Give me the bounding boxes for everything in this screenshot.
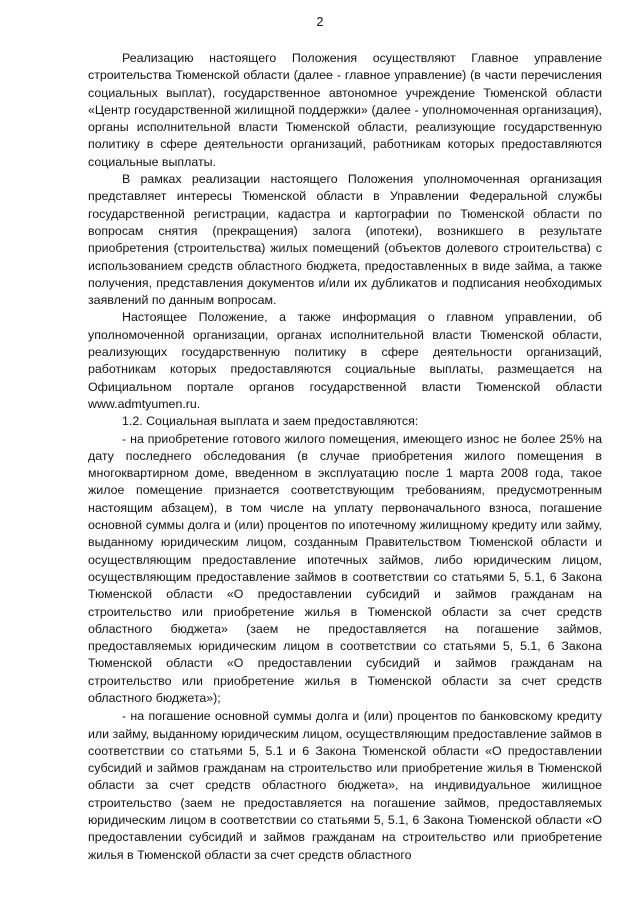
document-body bbox=[88, 50, 602, 864]
list-item-repayment: - на погашение основной суммы долга и (или) процентов по банковскому кредиту или займу, выданному юридическим лицом, осуществляющим предоставление займов в соответствии со статьями 5, 5.1 и 6 Закона Тюменской области «О предоставлении субсидий и займов гражданам на строительство или приобретение жилья в Тюменской области за счет средств областного бюджета», на индивидуальное жилищное строительство (заем не предоставляется на погашение займов, предоставляемых юридическим лицом в соответствии со статьями 5, 5.1, 6 Закона Тюменской области «О предоставлении субсидий и займов гражданам на строительство или приобретение жилья в Тюменской области за счет средств областного bbox=[88, 709, 602, 862]
paragraph-section-1-2: 1.2. Социальная выплата и заем предоставляются: bbox=[122, 414, 419, 429]
list-item-purchase: - на приобретение готового жилого помещения, имеющего износ не более 25% на дату последнего обследования (в случае приобретения жилого помещения в многоквартирном доме, введенном в эксплуатацию после 1 марта 2008 года, такое жилое помещение признается соответствующим требованиям, предусмотренным настоящим абзацем), в том числе на уплату первоначального взноса, погашение основной суммы долга и (или) процентов по ипотечному жилищному кредиту или займу, выданному юридическим лицом, созданным Правительством Тюменской области и осуществляющим предоставление ипотечных займов, либо юридическим лицом, осуществляющим предоставление займов в соответствии со статьями 5, 5.1, 6 Закона Тюменской области «О предоставлении субсидий и займов гражданам на строительство или приобретение жилья в Тюменской области за счет средств областного бюджета» (заем не предоставляется на погашение займов, предоставляемых юридическим лицом в соответствии со статьями 5, 5.1, 6 Закона Тюменской области «О предоставлении субсидий и займов гражданам на строительство или приобретение жилья в Тюменской области за счет средств областного бюджета»); bbox=[88, 431, 602, 705]
page-number: 2 bbox=[316, 15, 324, 29]
paragraph-publication: Настоящее Положение, а также информация о главном управлении, об уполномоченной организации, органах исполнительной власти Тюменской области, реализующих государственную политику в сфере деятельности организаций, работникам которых предоставляются социальные выплаты, размещается на Официальном портале органов государственной власти Тюменской области www.admtyumen.ru. bbox=[88, 310, 602, 411]
paragraph-implementation: Реализацию настоящего Положения осуществляют Главное управление строительства Тюменской области (далее - главное управление) (в части перечисления социальных выплат), государственное автономное учреждение Тюменской области «Центр государственной жилищной поддержки» (далее - уполномоченная организация), органы исполнительной власти Тюменской области, реализующие государственную политику в сфере деятельности организаций, работникам которых предоставляются социальные выплаты. bbox=[88, 51, 602, 169]
paragraph-representation: В рамках реализации настоящего Положения уполномоченная организация представляет интересы Тюменской области в Управлении Федеральной службы государственной регистрации, кадастра и картографии по Тюменской области по вопросам снятия (прекращения) залога (ипотеки), возникшего в результате приобретения (строительства) жилых помещений (объектов долевого строительства) с использованием средств областного бюджета, предоставленных в виде займа, а также получения, представления документов и/или их дубликатов и подписания необходимых заявлений по данным вопросам. bbox=[88, 172, 602, 308]
